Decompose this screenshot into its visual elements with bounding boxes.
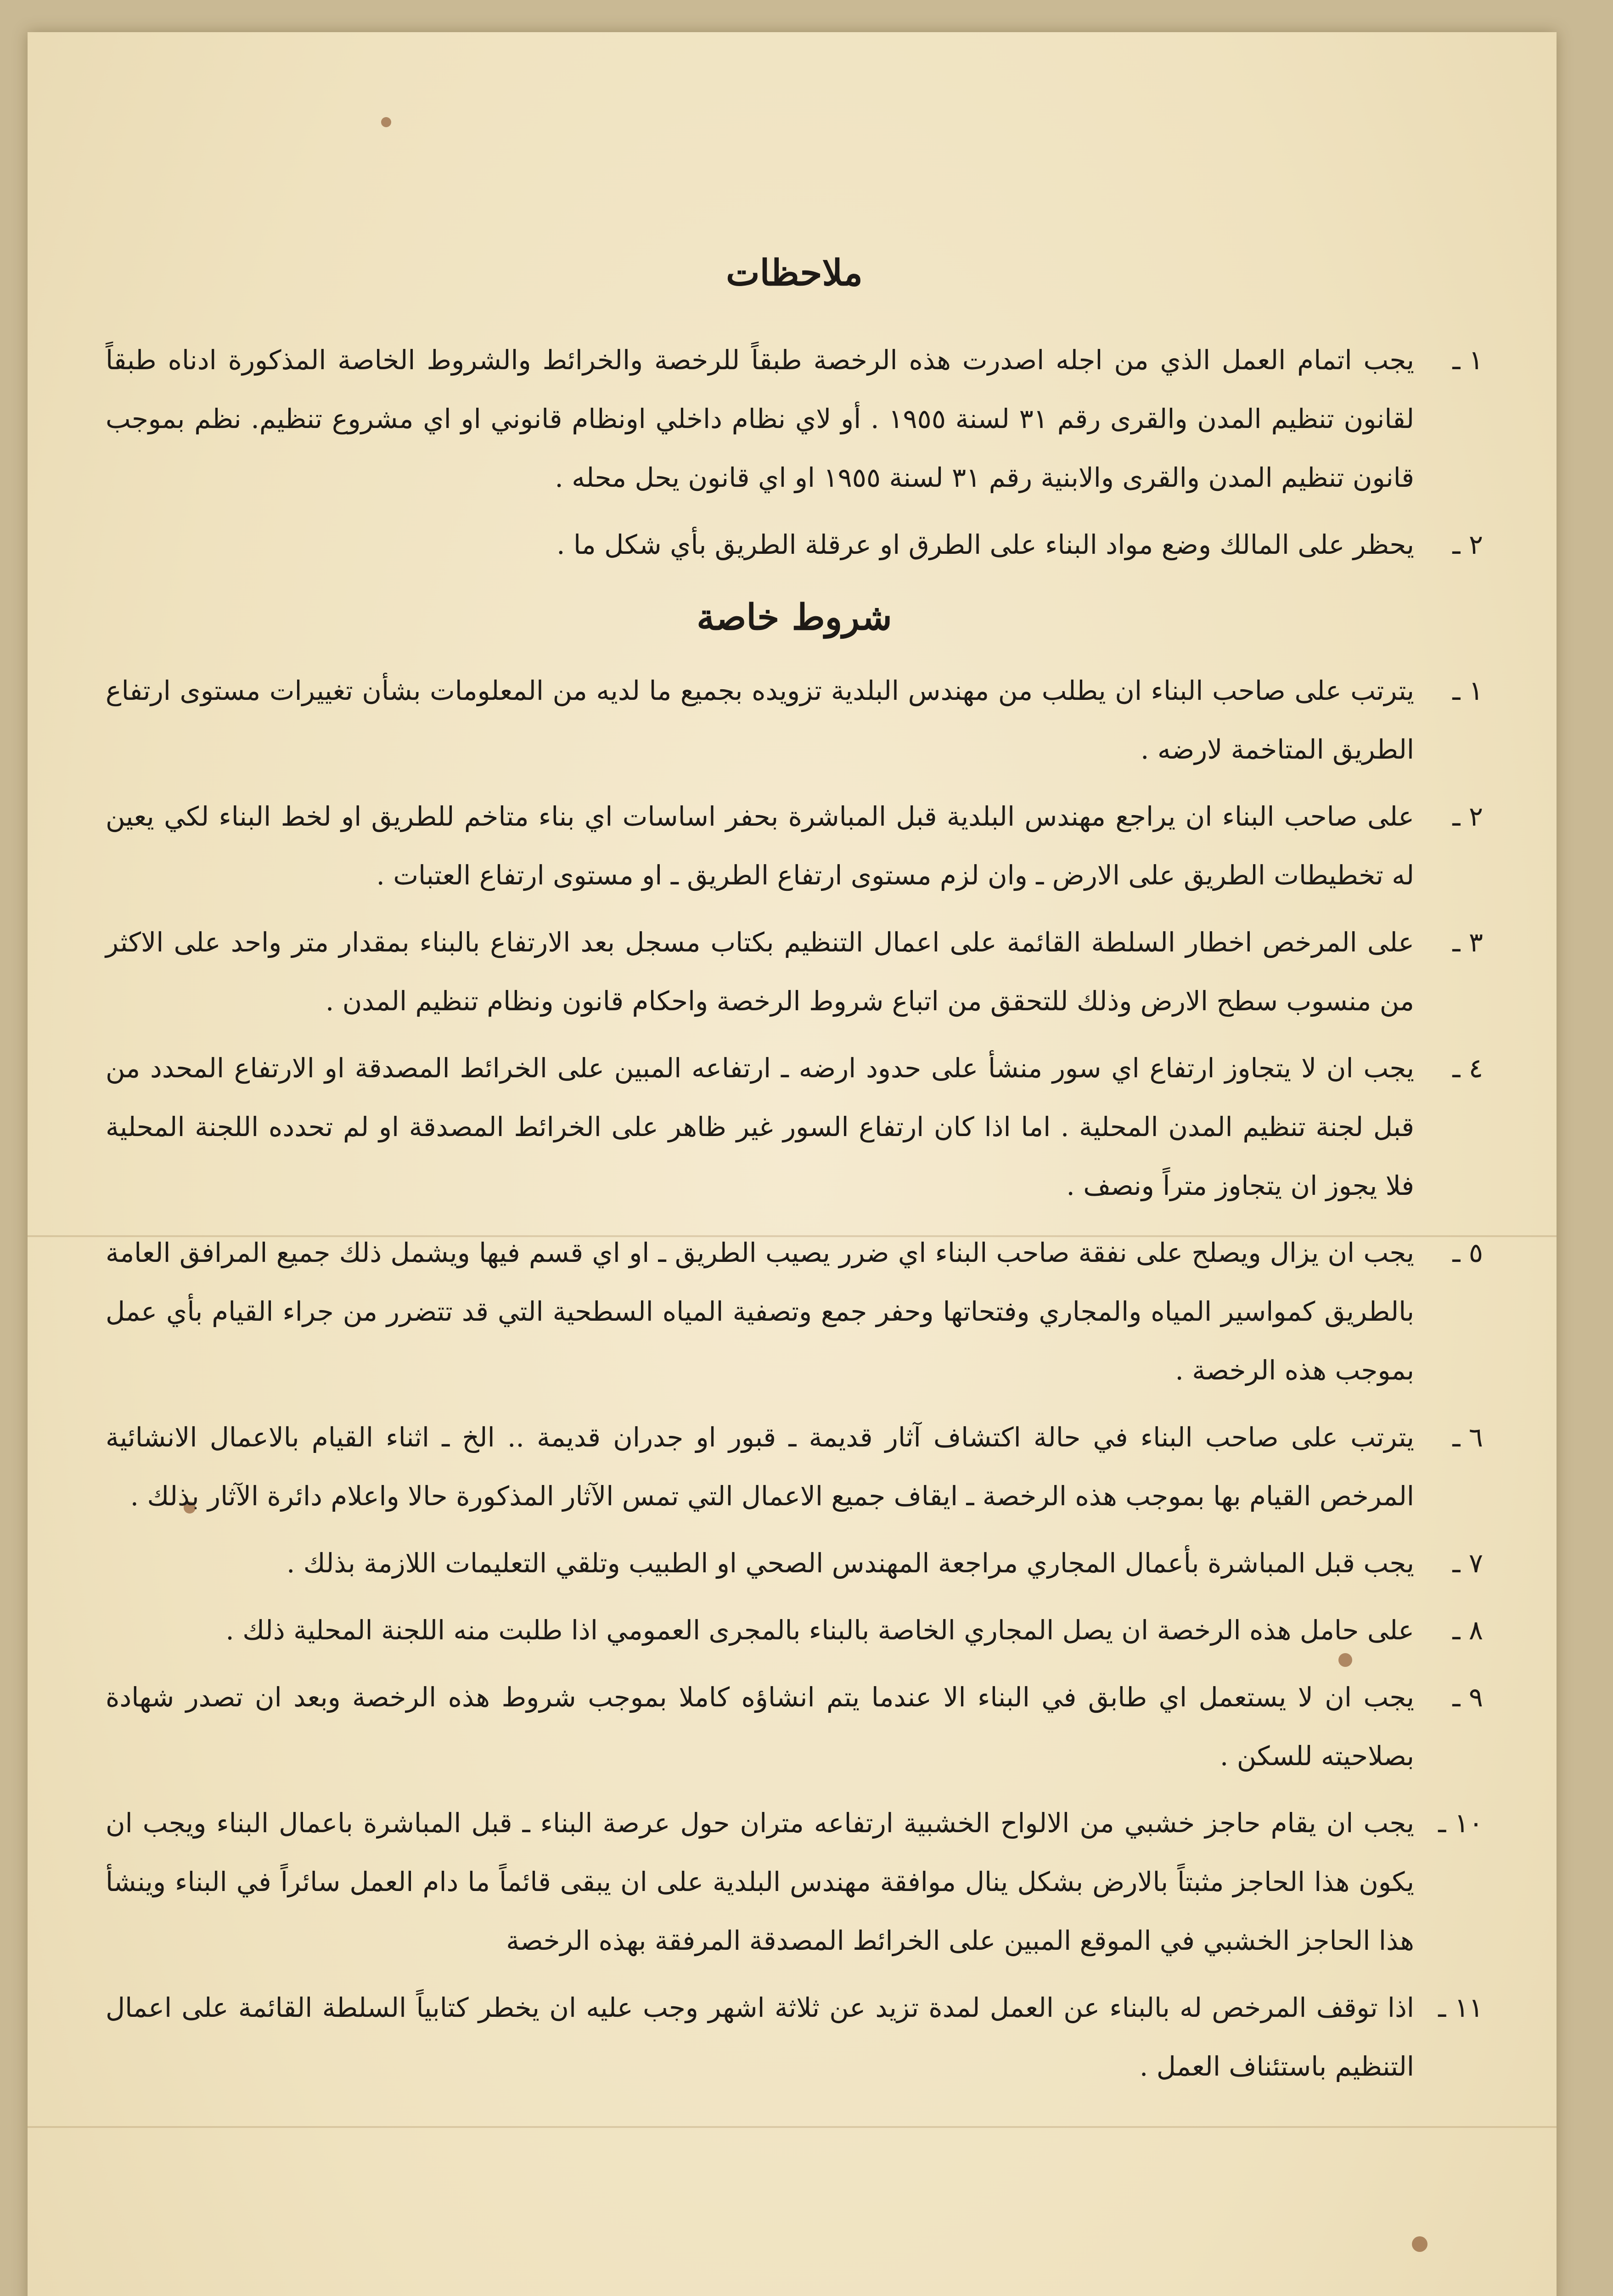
condition-text: على صاحب البناء ان يراجع مهندس البلدية قبل المباشرة بحفر اساسات اي بناء متاخم للطريق او لخط البناء لكي يعين له تخطيطات الطريق على الارض ـ وان لزم مستوى ارتفاع الطريق ـ او مستوى ارتفاع العتبات . bbox=[106, 801, 1414, 891]
note-text: يحظر على المالك وضع مواد البناء على الطرق او عرقلة الطريق بأي شكل ما . bbox=[556, 529, 1414, 560]
condition-item bbox=[106, 1794, 1483, 1970]
note-item bbox=[106, 515, 1483, 574]
note-number: ٢ ـ bbox=[1452, 529, 1483, 560]
condition-text: يجب ان لا يستعمل اي طابق في البناء الا عندما يتم انشاؤه كاملا بموجب شروط هذه الرخصة وبعد ان تصدر شهادة بصلاحيته للسكن . bbox=[106, 1682, 1414, 1772]
notes-title: ملاحظات bbox=[726, 252, 863, 294]
note-item bbox=[106, 331, 1483, 507]
stain-mark bbox=[381, 117, 391, 127]
condition-item bbox=[106, 913, 1483, 1030]
condition-number: ٤ ـ bbox=[1452, 1052, 1483, 1084]
condition-text: يجب ان لا يتجاوز ارتفاع اي سور منشأ على حدود ارضه ـ ارتفاعه المبين على الخرائط المصدقة او الارتفاع المحدد من قبل لجنة تنظيم المدن المحلية . اما اذا كان ارتفاع السور غير ظاهر على الخرائط المصدقة او لم تحدده اللجنة المحلية فلا يجوز ان يتجاوز متراً ونصف . bbox=[106, 1052, 1414, 1201]
condition-number: ٢ ـ bbox=[1452, 801, 1483, 832]
fold-line bbox=[28, 2126, 1557, 2128]
note-text: يجب اتمام العمل الذي من اجله اصدرت هذه الرخصة طبقاً للرخصة والخرائط والشروط الخاصة المذكورة ادناه طبقاً لقانون تنظيم المدن والقرى رقم ٣١ لسنة ١٩٥٥ . أو لاي نظام داخلي اونظام قانوني او اي مشروع تنظيم. نظم بموجب قانون تنظيم المدن والقرى والابنية رقم ٣١ لسنة ١٩٥٥ او اي قانون يحل محله . bbox=[106, 344, 1414, 493]
document-page bbox=[28, 32, 1557, 2296]
conditions-list bbox=[106, 661, 1483, 2096]
notes-list bbox=[106, 331, 1483, 574]
condition-item bbox=[106, 1534, 1483, 1593]
condition-item bbox=[106, 787, 1483, 905]
condition-text: على حامل هذه الرخصة ان يصل المجاري الخاصة بالبناء بالمجرى العمومي اذا طلبت منه اللجنة المحلية ذلك . bbox=[225, 1615, 1414, 1646]
condition-item bbox=[106, 1668, 1483, 1785]
condition-number: ٩ ـ bbox=[1452, 1682, 1483, 1713]
condition-text: يجب ان يقام حاجز خشبي من الالواح الخشبية ارتفاعه متران حول عرصة البناء ـ قبل المباشرة باعمال البناء ويجب ان يكون هذا الحاجز مثبتاً بالارض بشكل ينال موافقة مهندس البلدية على ان يبقى قائماً ما دام العمل سائراً في البناء وينشأ هذا الحاجز الخشبي في الموقع المبين على الخرائط المصدقة المرفقة بهذه الرخصة bbox=[106, 1807, 1414, 1956]
condition-item bbox=[106, 1601, 1483, 1660]
condition-number: ٧ ـ bbox=[1452, 1548, 1483, 1579]
condition-number: ٨ ـ bbox=[1452, 1615, 1483, 1646]
condition-text: على المرخص اخطار السلطة القائمة على اعمال التنظيم بكتاب مسجل بعد الارتفاع بالبناء بمقدار متر واحد على الاكثر من منسوب سطح الارض وذلك للتحقق من اتباع شروط الرخصة واحكام قانون ونظام تنظيم المدن . bbox=[106, 927, 1414, 1017]
condition-number: ٦ ـ bbox=[1452, 1422, 1483, 1453]
condition-item bbox=[106, 661, 1483, 779]
condition-text: يترتب على صاحب البناء في حالة اكتشاف آثار قديمة ـ قبور او جدران قديمة .. الخ ـ اثناء القيام بالاعمال الانشائية المرخص القيام بها بموجب هذه الرخصة ـ ايقاف جميع الاعمال التي تمس الآثار المذكورة حالا واعلام دائرة الآثار بذلك . bbox=[106, 1422, 1414, 1512]
condition-text: يترتب على صاحب البناء ان يطلب من مهندس البلدية تزويده بجميع ما لديه من المعلومات بشأن تغييرات مستوى ارتفاع الطريق المتاخمة لارضه . bbox=[106, 675, 1414, 765]
stain-mark bbox=[1412, 2236, 1428, 2252]
note-number: ١ ـ bbox=[1452, 344, 1483, 376]
condition-item bbox=[106, 1223, 1483, 1400]
document-body bbox=[106, 248, 1483, 2096]
condition-item bbox=[106, 1978, 1483, 2096]
condition-number: ١١ ـ bbox=[1438, 1992, 1483, 2023]
condition-number: ٣ ـ bbox=[1452, 927, 1483, 958]
condition-text: يجب ان يزال ويصلح على نفقة صاحب البناء اي ضرر يصيب الطريق ـ او اي قسم فيها ويشمل ذلك جميع المرافق العامة بالطريق كمواسير المياه والمجاري وفتحاتها وحفر جمع وتصفية المياه السطحية التي قد تتضرر من جراء القيام بأي عمل بموجب هذه الرخصة . bbox=[106, 1237, 1414, 1386]
condition-text: اذا توقف المرخص له بالبناء عن العمل لمدة تزيد عن ثلاثة اشهر وجب عليه ان يخطر كتابياً السلطة القائمة على اعمال التنظيم باستئناف العمل . bbox=[106, 1992, 1414, 2082]
condition-item bbox=[106, 1408, 1483, 1525]
conditions-title: شروط خاصة bbox=[697, 597, 892, 638]
condition-item bbox=[106, 1039, 1483, 1215]
condition-text: يجب قبل المباشرة بأعمال المجاري مراجعة المهندس الصحي او الطبيب وتلقي التعليمات اللازمة بذلك . bbox=[286, 1548, 1414, 1579]
condition-number: ٥ ـ bbox=[1452, 1237, 1483, 1268]
condition-number: ١٠ ـ bbox=[1438, 1807, 1483, 1839]
condition-number: ١ ـ bbox=[1452, 675, 1483, 706]
